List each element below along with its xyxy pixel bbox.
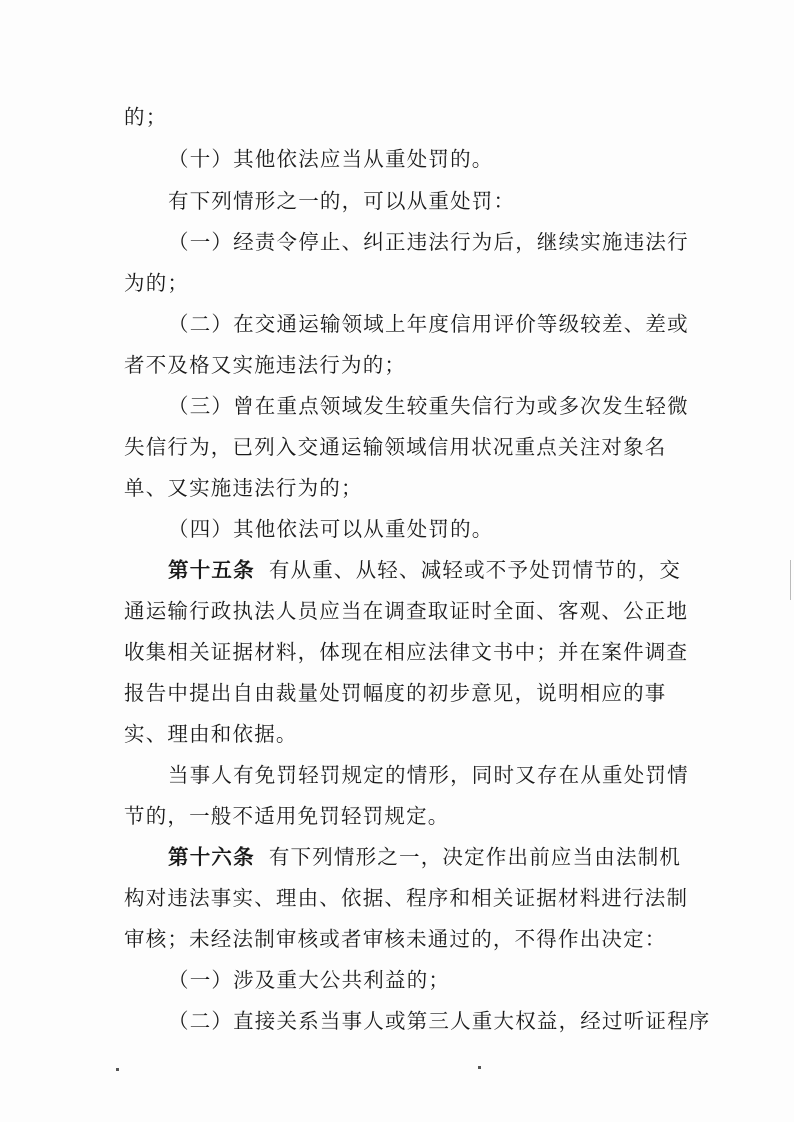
text-line: 收集相关证据材料，体现在相应法律文书中；并在案件调查 <box>124 640 689 664</box>
text-line: （一）涉及重大公共利益的； <box>168 968 451 992</box>
text-line: 节的，一般不适用免罚轻罚规定。 <box>124 804 450 828</box>
text-line: 审核；未经法制审核或者审核未通过的，不得作出决定： <box>124 927 667 951</box>
text-line: 单、又实施违法行为的； <box>124 476 363 500</box>
text-line: （二）在交通运输领域上年度信用评价等级较差、差或 <box>168 312 689 336</box>
scan-edge-mark <box>790 560 791 600</box>
text-line: 通运输行政执法人员应当在调查取证时全面、客观、公正地 <box>124 599 689 623</box>
text-line: （三）曾在重点领域发生较重失信行为或多次发生轻微 <box>168 394 689 418</box>
text-line: 为的； <box>124 271 190 295</box>
article-16-line <box>168 844 681 870</box>
article-15-line <box>168 557 681 583</box>
text-line: （四）其他依法可以从重处罚的。 <box>168 517 494 541</box>
article-15-title: 第十五条 <box>168 558 255 582</box>
text-line: 构对违法事实、理由、依据、程序和相关证据材料进行法制 <box>124 886 689 910</box>
text-line: 者不及格又实施违法行为的； <box>124 353 407 377</box>
text-span: 有从重、从轻、减轻或不予处罚情节的，交 <box>268 558 682 582</box>
text-line: 有下列情形之一的，可以从重处罚： <box>168 189 516 213</box>
scan-speck <box>116 1068 119 1071</box>
text-line: 失信行为，已列入交通运输领域信用状况重点关注对象名 <box>124 435 667 459</box>
article-16-title: 第十六条 <box>168 845 255 869</box>
text-line: （一）经责令停止、纠正违法行为后，继续实施违法行 <box>168 230 689 254</box>
text-line: （十）其他依法应当从重处罚的。 <box>168 147 494 171</box>
text-line: 的； <box>124 105 168 129</box>
text-line: 当事人有免罚轻罚规定的情形，同时又存在从重处罚情 <box>168 763 689 787</box>
text-line: 报告中提出自由裁量处罚幅度的初步意见，说明相应的事 <box>124 681 667 705</box>
text-span: 有下列情形之一，决定作出前应当由法制机 <box>268 845 682 869</box>
scan-speck <box>478 1066 481 1069</box>
text-line: 实、理由和依据。 <box>124 722 298 746</box>
text-line: （二）直接关系当事人或第三人重大权益，经过听证程序 <box>168 1009 711 1033</box>
